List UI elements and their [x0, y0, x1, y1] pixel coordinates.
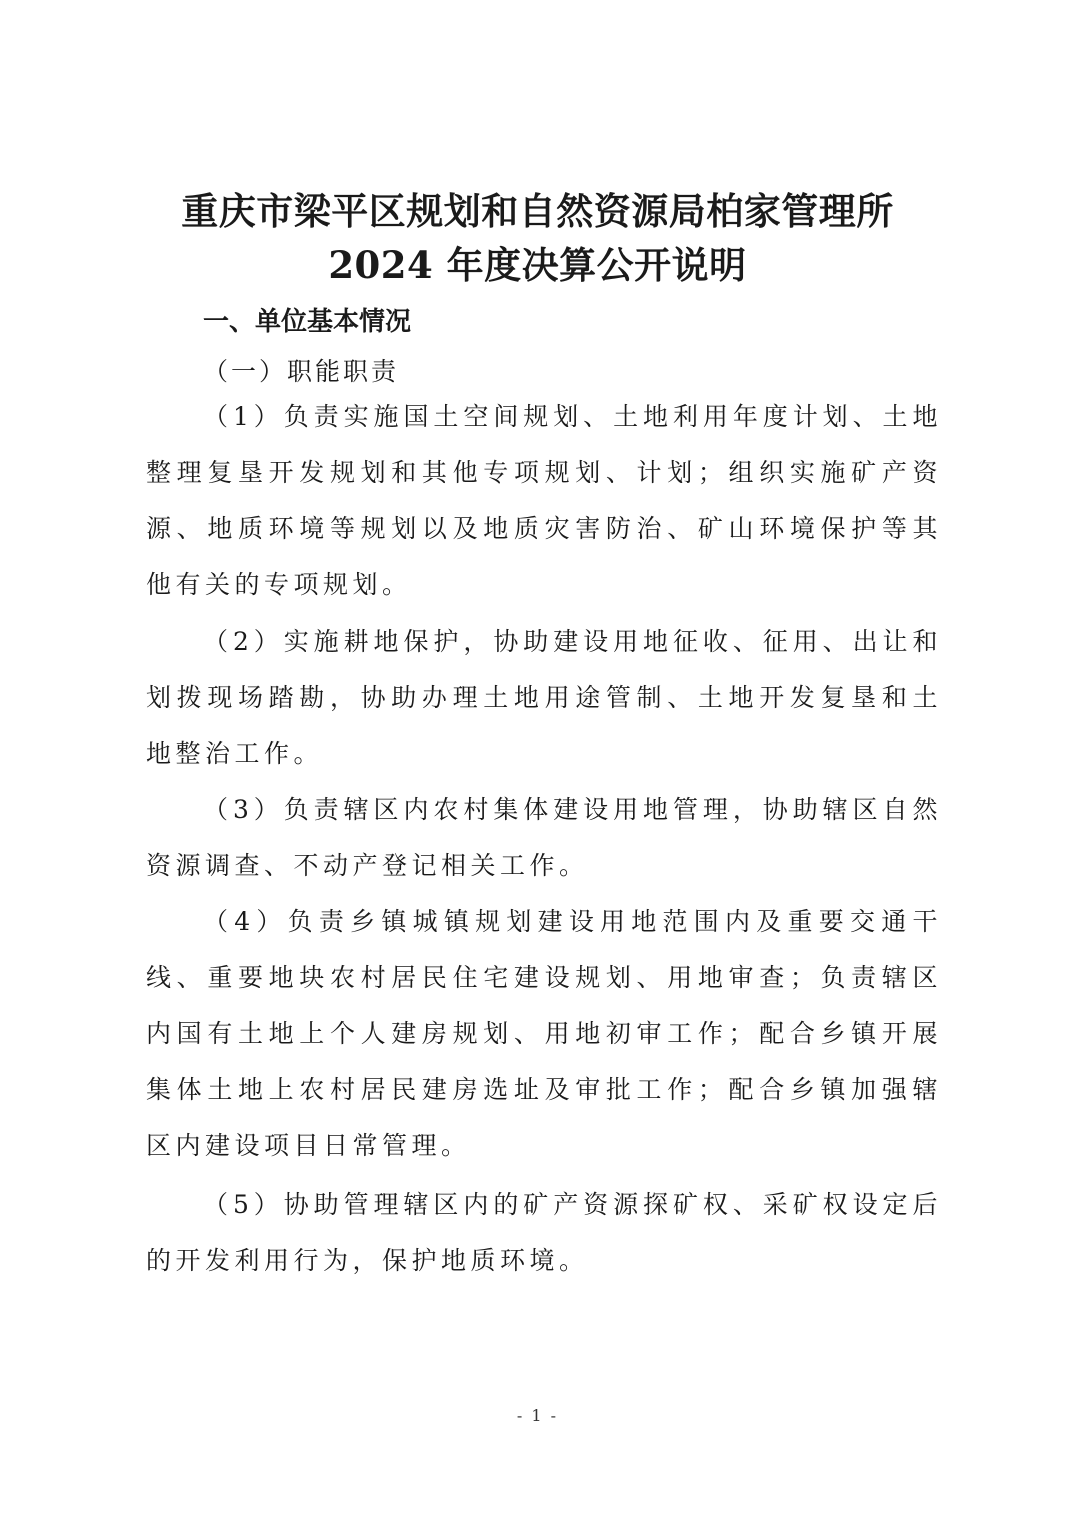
paragraph-1: （1）负责实施国土空间规划、土地利用年度计划、土地整理复垦开发规划和其他专项规划、计划；组织实施矿产资源、地质环境等规划以及地质灾害防治、矿山环境保护等其他有关的专项规划。 — [146, 402, 942, 599]
sub-heading: （一）职能职责 — [203, 357, 400, 386]
document-title-line-1: 重庆市梁平区规划和自然资源局柏家管理所 — [181, 189, 894, 233]
paragraph-5: （5）协助管理辖区内的矿产资源探矿权、采矿权设定后的开发利用行为，保护地质环境。 — [146, 1190, 942, 1275]
paragraph-4: （4）负责乡镇城镇规划建设用地范围内及重要交通干线、重要地块农村居民住宅建设规划、用地审查；负责辖区内国有土地上个人建房规划、用地初审工作；配合乡镇开展集体土地上农村居民建房选址及审批工作；配合乡镇加强辖区内建设项目日常管理。 — [146, 907, 942, 1160]
paragraph-3: （3）负责辖区内农村集体建设用地管理，协助辖区自然资源调查、不动产登记相关工作。 — [146, 795, 942, 880]
page-number: - 1 - — [516, 1406, 559, 1425]
document-title-line-2: 2024 年度决算公开说明 — [328, 243, 747, 287]
paragraph-2: （2）实施耕地保护，协助建设用地征收、征用、出让和划拨现场踏勘，协助办理土地用途管制、土地开发复垦和土地整治工作。 — [146, 627, 942, 768]
section-heading: 一、单位基本情况 — [203, 307, 412, 337]
